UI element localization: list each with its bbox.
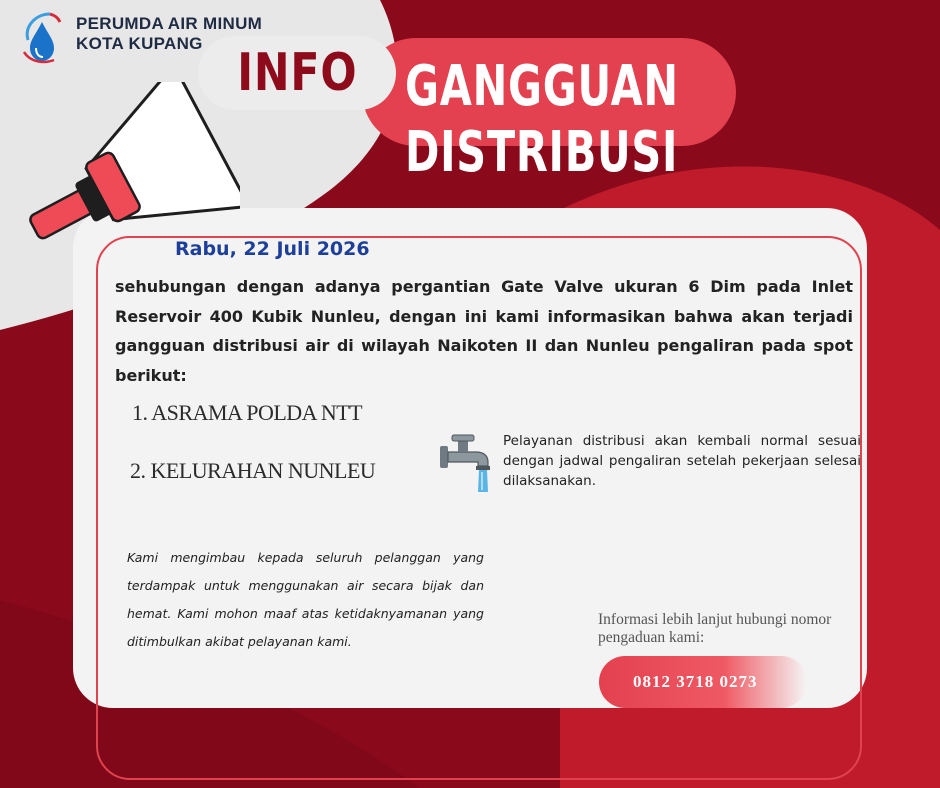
org-name-line1: PERUMDA AIR MINUM: [76, 14, 263, 33]
service-note: Pelayanan distribusi akan kembali normal sesuai dengan jadwal pengaliran setelah pekerjaan selesai dilaksanakan.: [503, 433, 861, 489]
megaphone-icon: [4, 82, 240, 262]
title-line2: DISTRIBUSI: [405, 120, 679, 185]
water-faucet-icon: [438, 432, 494, 494]
title-line1: GANGGUAN: [405, 54, 679, 119]
phone-number: 0812 3718 0273: [633, 672, 758, 691]
notice-intro: sehubungan dengan adanya pergantian Gate Valve ukuran 6 Dim pada Inlet Reservoir 400 Kubik Nunleu, dengan ini kami informasikan bahwa akan terjadi gangguan distribusi air di wilayah Naikoten II dan Nunleu pengaliran pada spot berikut:: [115, 277, 853, 385]
page-title: [405, 54, 679, 186]
appeal-text: Kami mengimbau kepada seluruh pelanggan yang terdampak untuk menggunakan air secara bijak dan hemat. Kami mohon maaf atas ketidaknyamanan yang ditimbulkan akibat pelayanan kami.: [127, 550, 484, 649]
water-drop-logo-icon: [20, 8, 72, 64]
contact-label: Informasi lebih lanjut hubungi nomor pengaduan kami:: [598, 611, 832, 646]
spot-item-2: 2. KELURAHAN NUNLEU: [130, 458, 376, 483]
info-label: INFO: [236, 43, 358, 103]
spot-item-1: 1. ASRAMA POLDA NTT: [132, 400, 363, 425]
org-name-line2: KOTA KUPANG: [76, 34, 203, 53]
notice-date: Rabu, 22 Juli 2026: [175, 238, 370, 260]
phone-number-button[interactable]: [599, 656, 807, 708]
